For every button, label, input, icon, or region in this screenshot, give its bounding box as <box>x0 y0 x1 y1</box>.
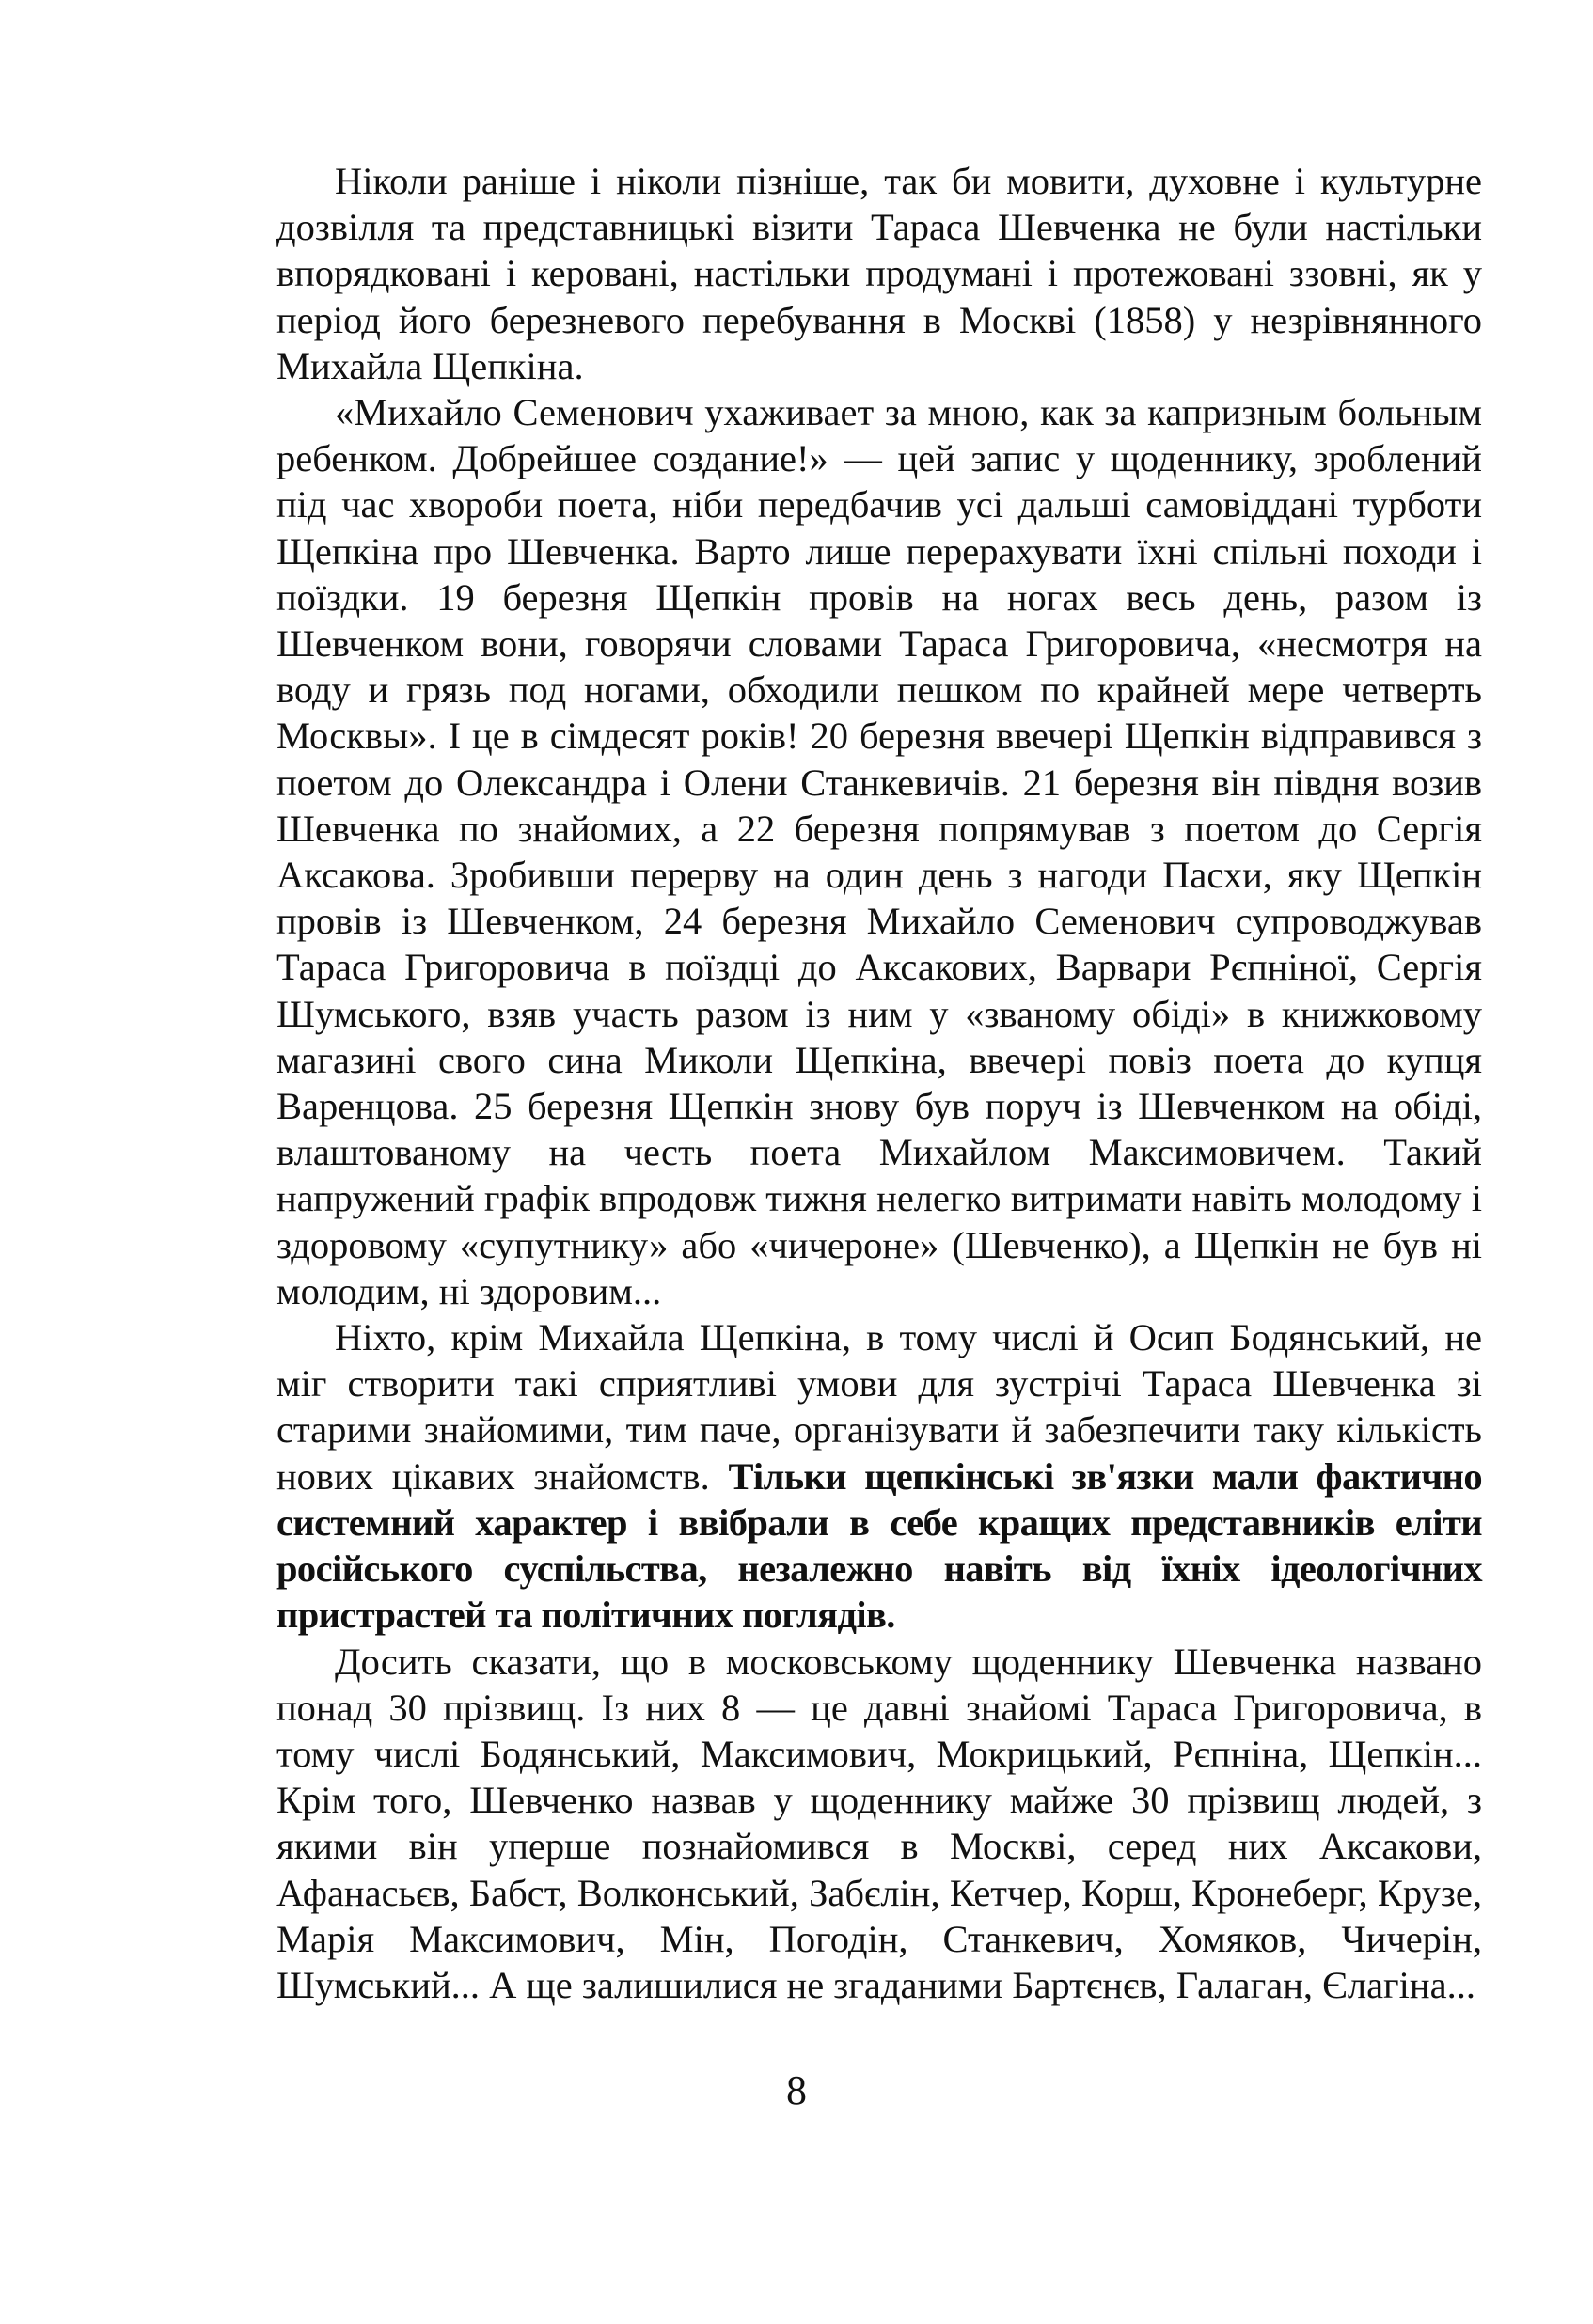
paragraph-2-text: «Михайло Семенович ухаживает за мною, как за капризным больным ребенком. Добрейшее создание!» — цей запис у щоденнику, зроблений під час хвороби поета, ніби передбачив усі дальші самовіддані турботи Щепкіна про Шевченка. Варто лише перерахувати їхні спільні походи і поїздки. 19 березня Щепкін провів на ногах весь день, разом із Шевченком вони, говорячи словами Тараса Григоровича, «несмотря на воду и грязь под ногами, обходили пешком по крайней мере четверть Москвы». І це в сімдесят років! 20 березня ввечері Щепкін відправився з поетом до Олександра і Олени Станкевичів. 21 березня він півдня возив Шевченка по знайомих, а 22 березня попрямував з поетом до Сергія Аксакова. Зробивши перерву на один день з нагоди Пасхи, яку Щепкін провів із Шевченком, 24 березня Михайло Семенович супроводжував Тараса Григоровича в поїздці до Аксакових, Варвари Рєпніної, Сергія Шумського, взяв участь разом із ним у «званому обіді» в книжковому магазині свого сина Миколи Щепкіна, ввечері повіз поета до купця Варенцова. 25 березня Щепкін знову був поруч із Шевченком на обіді, влаштованому на честь поета Михайлом Максимовичем. Такий напружений графік впродовж тижня нелегко витримати навіть молодому і здоровому «супутнику» або «чичероне» (Шевченко), а Щепкін не був ні молодим, ні здоровим... <box>276 391 1482 1312</box>
paragraph-3-bold-text: Тільки щепкінські зв'язки мали фактично системний характер і ввібрали в себе кращих представників еліти російського суспільства, незалежно навіть від їхніх ідеологічних пристрастей та політичних поглядів. <box>276 1454 1482 1637</box>
paragraph-4 <box>276 1639 1482 2009</box>
page-number: 8 <box>786 2067 807 2113</box>
paragraph-4-text: Досить сказати, що в московському щоденнику Шевченка названо понад 30 прізвищ. Із них 8 — це давні знайомі Тараса Григоровича, в тому числі Бодянський, Максимович, Мокрицький, Рєпніна, Щепкін... Крім того, Шевченко назвав у щоденнику майже 30 прізвищ людей, з якими він уперше познайомився в Москві, серед них Аксакови, Афанасьєв, Бабст, Волконський, Забєлін, Кетчер, Корш, Кронеберг, Крузе, Марія Максимович, Мін, Погодін, Станкевич, Хомяков, Чичерін, Шумський... А ще залишилися не згаданими Бартєнєв, Галаган, Єлагіна... <box>276 1640 1482 2006</box>
body-text <box>276 158 1482 2008</box>
paragraph-3 <box>276 1314 1482 1638</box>
paragraph-1 <box>276 158 1482 389</box>
paragraph-2 <box>276 389 1482 1314</box>
paragraph-3-text: Ніхто, крім Михайла Щепкіна, в тому числі й Осип Бодянський, не міг створити такі сприятливі умови для зустрічі Тараса Шевченка зі старими знайомими, тим паче, організувати й забезпечити таку кількість нових цікавих знайомств. <box>276 1316 1482 1498</box>
paragraph-1-text: Ніколи раніше і ніколи пізніше, так би мовити, духовне і культурне дозвілля та представницькі візити Тараса Шевченка не були настільки впорядковані і керовані, настільки продумані і протежовані ззовні, як у період його березневого перебування в Москві (1858) у незрівнянного Михайла Щепкіна. <box>276 160 1482 387</box>
